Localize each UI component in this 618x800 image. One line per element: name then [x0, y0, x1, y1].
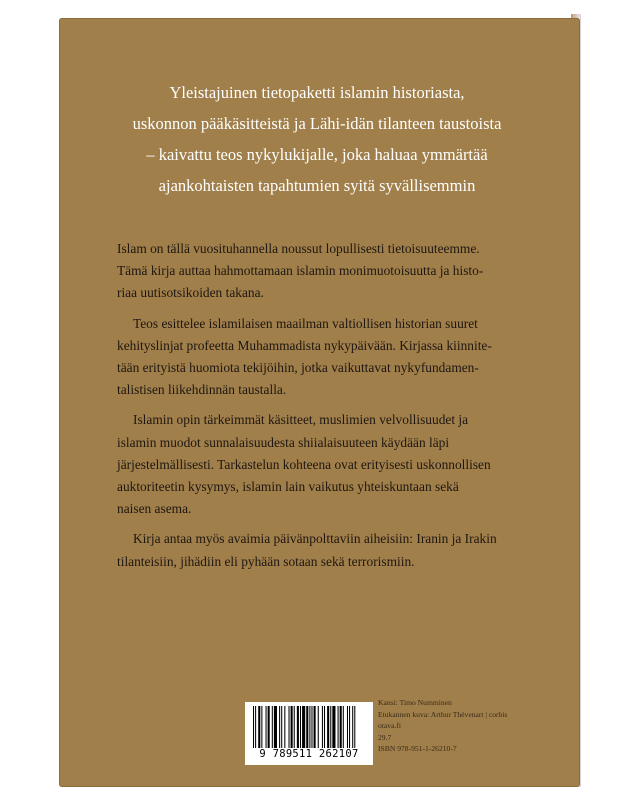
- barcode-bar: [281, 706, 282, 748]
- barcode-bar: [340, 706, 342, 748]
- barcode-bar: [332, 706, 335, 748]
- barcode-bar: [300, 706, 301, 748]
- tagline-line: uskonnon pääkäsitteistä ja Lähi-idän tilanteen taustoista: [132, 114, 502, 133]
- barcode-bar: [291, 706, 293, 748]
- barcode-bar: [318, 706, 319, 748]
- barcode-bar: [324, 706, 325, 748]
- barcode-bar: [354, 706, 355, 748]
- blurb-line: tilanteisiin, jihädiin eli pyhään sotaan sekä terrorismiin.: [117, 553, 415, 569]
- blurb-line: auktoriteetin kysymys, islamin lain vaikutus yhteiskuntaan sekä: [117, 479, 459, 495]
- barcode-bar: [297, 706, 299, 748]
- blurb-paragraph: [117, 238, 537, 305]
- barcode-bar: [338, 706, 339, 748]
- blurb-paragraph: [117, 313, 537, 402]
- barcode-bar: [330, 706, 331, 748]
- barcode-number: 9 789511 262107: [259, 748, 359, 760]
- barcode-bar: [294, 706, 295, 748]
- blurb-line: Islam on tällä vuosituhannella noussut lopullisesti tietoisuuteemme.: [117, 241, 480, 256]
- barcode-bar: [266, 706, 267, 748]
- barcode-bar: [327, 706, 329, 748]
- barcode-bar: [349, 706, 350, 748]
- blurb-paragraph: [117, 409, 537, 520]
- blurb-line: kehityslinjat profeetta Muhammadista nykypäivään. Kirjassa kiinnite-: [117, 337, 492, 353]
- blurb-line: talistisen liikehdinnän taustalla.: [117, 382, 287, 398]
- barcode-bar: [261, 706, 262, 748]
- credit-line: 29.7: [378, 732, 392, 742]
- barcode-bar: [253, 706, 254, 748]
- barcode-bar: [309, 706, 310, 748]
- barcode-bar: [352, 706, 353, 748]
- blurb-line: Tämä kirja auttaa hahmottamaan islamin monimuotoisuutta ja histo-: [117, 263, 484, 279]
- barcode-bar: [289, 706, 290, 748]
- tagline-line: ajankohtaisten tapahtumien syitä syvällisemmin: [158, 176, 476, 195]
- credits: [378, 697, 548, 755]
- barcode-bars: [251, 706, 367, 748]
- blurb-line: Kirja antaa myös avaimia päivänpolttaviin aiheisiin: Iranin ja Irakin: [133, 531, 497, 547]
- barcode-bar: [279, 706, 280, 748]
- barcode-bar: [274, 706, 277, 748]
- blurb-paragraph: [117, 528, 537, 572]
- barcode-bar: [302, 706, 305, 748]
- barcode-bar: [268, 706, 270, 748]
- blurb-line: riaa uutisotsikoiden takana.: [117, 285, 264, 301]
- barcode-bar: [306, 706, 308, 748]
- credit-line: ISBN 978-951-1-26210-7: [378, 744, 457, 754]
- blurb-line: Islamin opin tärkeimmät käsitteet, muslimien velvollisuudet ja: [133, 412, 469, 428]
- blurb-line: islamin muodot sunnalaisuudesta shiialaisuuteen käydään läpi: [117, 434, 450, 450]
- barcode-bar: [343, 706, 344, 748]
- blurb-body: [117, 238, 537, 581]
- blurb-line: Teos esittelee islamilaisen maailman valtiollisen historian suuret: [133, 315, 478, 331]
- tagline: [98, 77, 536, 201]
- credit-line: otava.fi: [378, 721, 401, 731]
- tagline-line: – kaivattu teos nykylukijalle, joka haluaa ymmärtää: [146, 145, 488, 164]
- barcode-bar: [272, 706, 273, 748]
- isbn-barcode: [245, 702, 373, 765]
- barcode-bar: [322, 706, 323, 748]
- barcode-bar: [284, 706, 285, 748]
- barcode-bar: [258, 706, 260, 748]
- tagline-line: Yleistajuinen tietopaketti islamin historiasta,: [169, 83, 465, 102]
- barcode-bar: [311, 706, 312, 748]
- credit-line: Kansi: Timo Numminen: [378, 698, 452, 707]
- barcode-bar: [314, 706, 316, 748]
- barcode-bar: [255, 706, 256, 748]
- blurb-line: tään erityistä huomiota tekijöihin, jotka vaikuttavat nykyfundamen-: [117, 360, 479, 376]
- credit-line: Etukannen kuva: Arthur Thévenart | corbis: [378, 709, 508, 719]
- barcode-bar: [347, 706, 348, 748]
- blurb-line: naisen asema.: [117, 501, 192, 517]
- blurb-line: järjestelmällisesti. Tarkastelun kohteena ovat erityisesti uskonnollisen: [117, 456, 491, 472]
